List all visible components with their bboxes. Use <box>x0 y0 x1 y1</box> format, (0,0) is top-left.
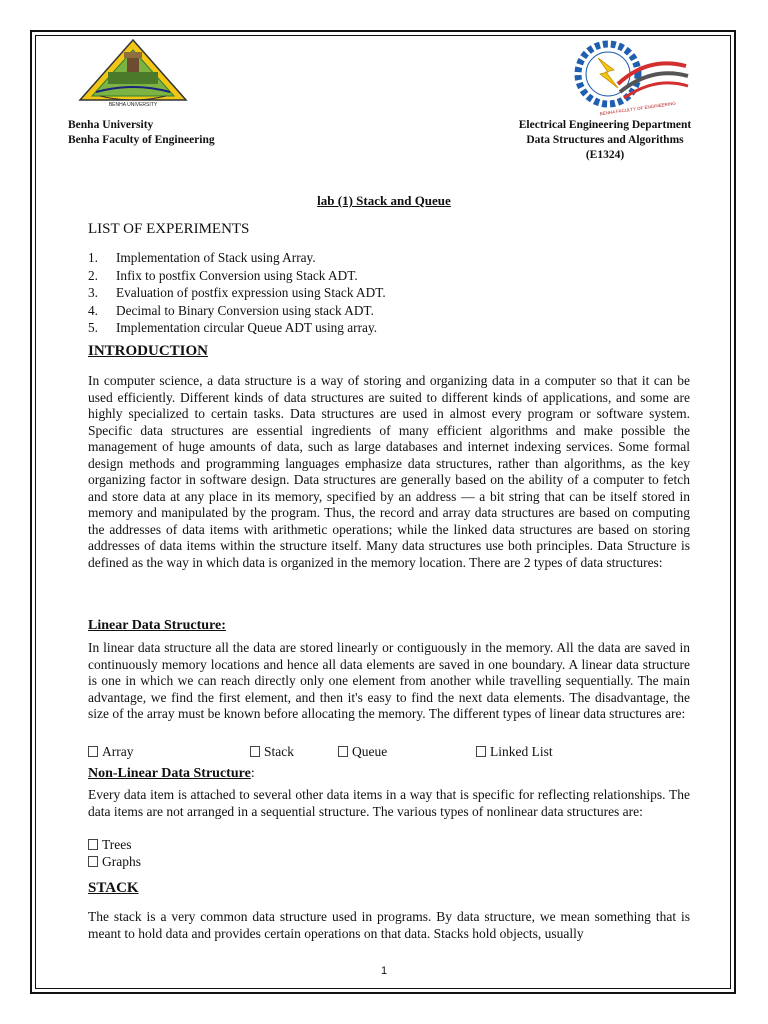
list-item: 2. Infix to postfix Conversion using Stack ADT. <box>88 267 358 283</box>
list-item: 5. Implementation circular Queue ADT using array. <box>88 320 378 335</box>
header-left <box>68 118 215 148</box>
linear-type-item: Array <box>88 744 133 760</box>
checkbox-icon <box>88 746 98 757</box>
linear-paragraph: In linear data structure all the data are stored linearly or contiguously in the memory. All the data are saved in continuously memory locations and hence all data elements are saved in one boundary. A linear data structure is one in which we can reach directly only one element from another while travelling sequentially. The main advantage, we find the first element, and then it's easy to find the next data elements. The disadvantage, the size of the array must be known before allocating the memory. The different types of linear data structures are: <box>88 640 690 721</box>
linear-heading: Linear Data Structure: <box>88 618 226 633</box>
page-number: 1 <box>380 965 388 977</box>
course-name: Data Structures and Algorithms <box>526 134 684 146</box>
checkbox-icon <box>476 746 486 757</box>
document-title: lab (1) Stack and Queue <box>317 193 451 208</box>
department-name: Electrical Engineering Department <box>518 119 692 131</box>
stack-paragraph: The stack is a very common data structure used in programs. By data structure, we mean something that is meant to hold data and provides certain operations on that data. Stacks hold objects, usually <box>88 909 690 941</box>
nonlinear-type-item: Trees <box>88 837 132 853</box>
checkbox-icon <box>88 839 98 850</box>
list-item: 3. Evaluation of postfix expression using Stack ADT. <box>88 285 386 300</box>
list-item: 4. Decimal to Binary Conversion using stack ADT. <box>88 302 374 318</box>
right-logo-caption: BENHA FACULTY OF ENGINEERING <box>599 100 677 116</box>
left-logo-caption: BENHA UNIVERSITY <box>108 102 158 108</box>
nonlinear-type-item: Graphs <box>88 854 141 870</box>
list-item: 1. Implementation of Stack using Array. <box>88 250 316 265</box>
linear-type-item: Queue <box>338 744 387 760</box>
faculty-engineering-logo <box>568 36 690 116</box>
checkbox-icon <box>88 856 98 867</box>
stack-heading: STACK <box>88 880 139 896</box>
benha-university-logo <box>78 38 188 110</box>
linear-type-item: Linked List <box>476 744 553 760</box>
experiments-list <box>88 249 386 337</box>
course-code: (E1324) <box>585 149 625 161</box>
nonlinear-heading: Non-Linear Data Structure: <box>88 766 255 781</box>
introduction-heading: INTRODUCTION <box>88 343 209 359</box>
checkbox-icon <box>250 746 260 757</box>
experiments-heading: LIST OF EXPERIMENTS <box>88 221 250 237</box>
nonlinear-paragraph: Every data item is attached to several other data items in a way that is specific for reflecting relationships. The data items are not arranged in a sequential structure. The various types of nonlinear data structures are: <box>88 787 690 819</box>
faculty-name: Benha Faculty of Engineering <box>68 134 215 146</box>
header-right <box>490 118 720 163</box>
linear-type-item: Stack <box>250 744 294 760</box>
checkbox-icon <box>338 746 348 757</box>
introduction-paragraph: In computer science, a data structure is a way of storing and organizing data in a computer so that it can be used efficiently. Different kinds of data structures are suited to different kinds of applications, and some are highly specialized to certain tasks. Data structures are used in almost every program or software system. Specific data structures are essential ingredients of many efficient algorithms and make possible the management of huge amounts of data, such as large databases and internet indexing services. Some formal design methods and programming languages emphasize data structures, rather than algorithms, as the key organizing factor in software design. Data structures are generally based on the ability of a computer to fetch and store data at any place in its memory, specified by an address — a bit string that can be itself stored in memory and manipulated by the program. Thus, the record and array data structures are based on computing the addresses of data items with arithmetic operations; while the linked data structures are based on storing addresses of data items within the structure itself. Many data structures use both principles. Data Structure is defined as the way in which data is organized in the memory location. There are 2 types of data structures: <box>88 373 690 570</box>
university-name: Benha University <box>68 119 154 131</box>
